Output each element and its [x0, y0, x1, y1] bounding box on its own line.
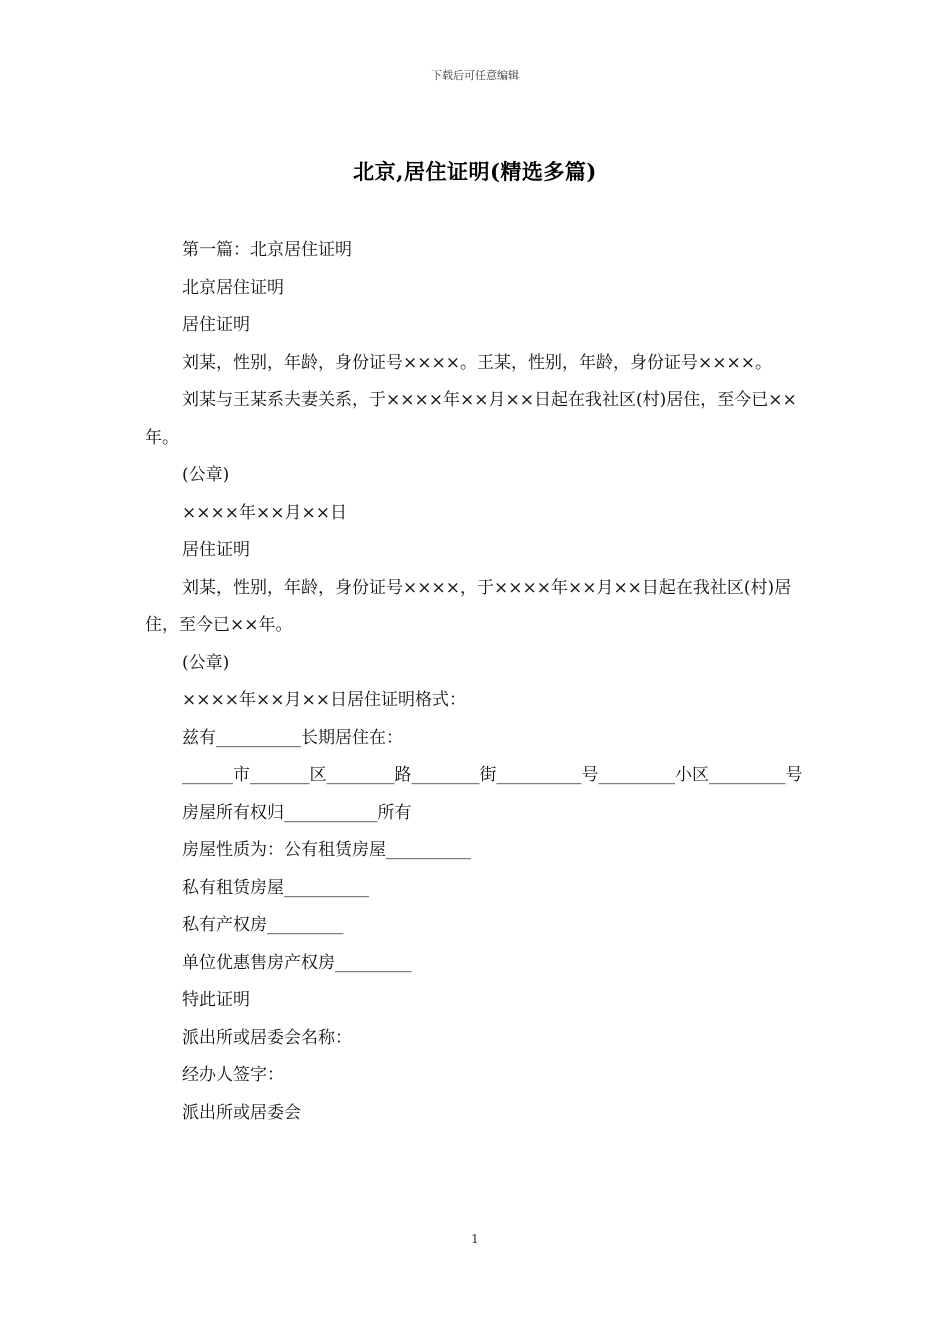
paragraph: ______市_______区________路________街__________号_________小区_________号	[182, 765, 803, 785]
paragraph: 私有租赁房屋__________	[182, 877, 369, 898]
paragraph: ××××年××月××日居住证明格式：	[182, 690, 466, 710]
paragraph: 居住证明	[182, 315, 250, 335]
paragraph: 刘某与王某系夫妻关系，于××××年××月××日起在我社区(村)居住，至今已××年。	[145, 390, 797, 448]
paragraph: 经办人签字：	[182, 1065, 284, 1085]
paragraph: (公章)	[182, 652, 230, 673]
paragraph: 房屋性质为：公有租赁房屋__________	[182, 840, 471, 860]
page-header: 下载后可任意编辑	[431, 69, 519, 82]
paragraph: 派出所或居委会	[182, 1102, 301, 1123]
document-body	[145, 232, 810, 1132]
paragraph: 房屋所有权归___________所有	[182, 802, 412, 823]
paragraph: 特此证明	[182, 990, 250, 1010]
document-title: 北京,居住证明(精选多篇)	[353, 159, 597, 184]
paragraph: 刘某，性别，年龄，身份证号××××，于××××年××月××日起在我社区(村)居住，至今已××年。	[145, 577, 792, 635]
paragraph: 居住证明	[182, 540, 250, 560]
paragraph: 私有产权房_________	[182, 915, 344, 935]
paragraph: 兹有__________长期居住在：	[182, 727, 403, 748]
paragraph: 刘某，性别，年龄，身份证号××××。王某，性别，年龄，身份证号××××。	[182, 352, 772, 373]
page-number: 1	[471, 1232, 479, 1246]
paragraph: 派出所或居委会名称：	[182, 1027, 352, 1048]
paragraph: (公章)	[182, 465, 230, 485]
paragraph: 第一篇：北京居住证明	[182, 240, 352, 260]
paragraph: 单位优惠售房产权房_________	[182, 952, 412, 973]
paragraph: 北京居住证明	[182, 277, 284, 298]
paragraph: ××××年××月××日	[182, 502, 347, 523]
